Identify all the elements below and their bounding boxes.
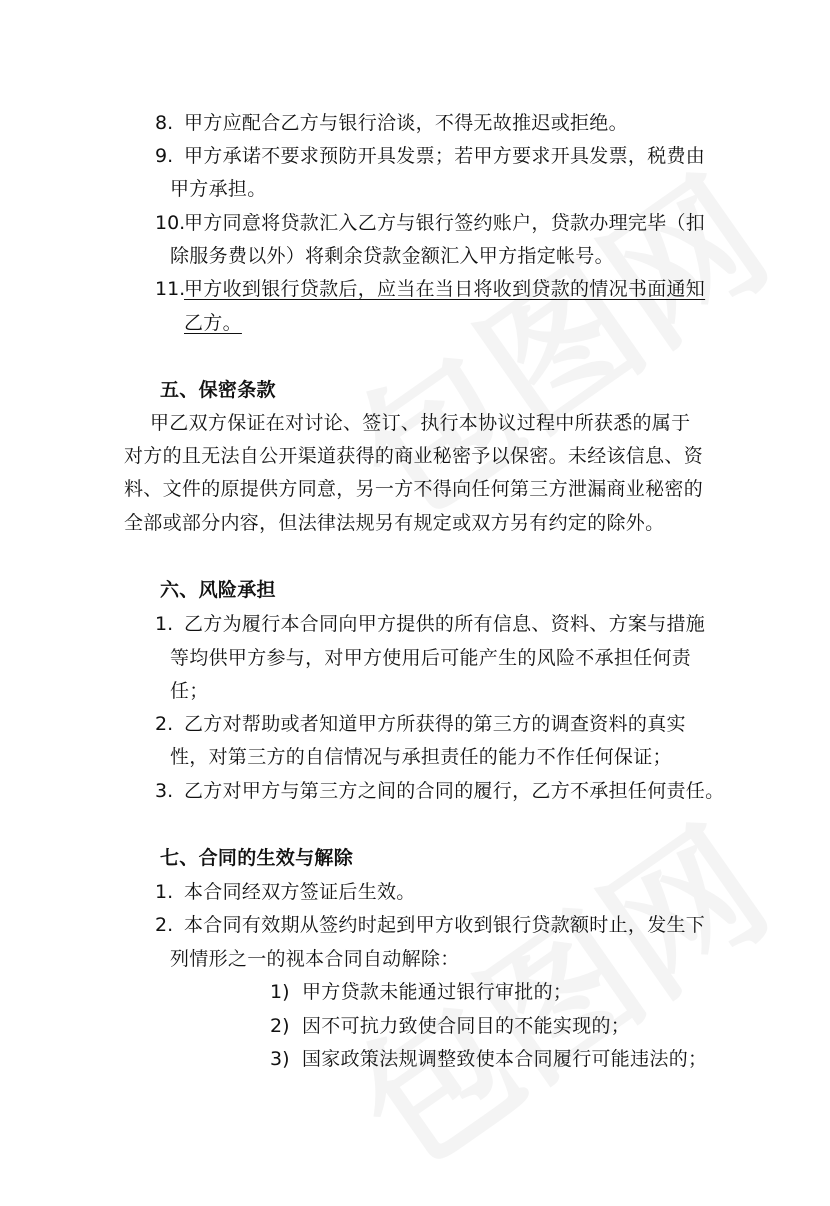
sub-list-item-text: 甲方贷款未能通过银行审批的；	[302, 981, 573, 1003]
list-number: 9.	[155, 145, 174, 167]
list-item-text: 本合同经双方签证后生效。	[184, 881, 416, 903]
section-heading: 七、合同的生效与解除	[160, 847, 354, 869]
list-number: 1.	[155, 881, 174, 903]
list-item-text: 乙方对甲方与第三方之间的合同的履行，乙方不承担任何责任。	[184, 780, 725, 802]
list-item-text: 本合同有效期从签约时起到甲方收到银行贷款额时止，发生下	[184, 914, 706, 936]
list-item-text: 性，对第三方的自信情况与承担责任的能力不作任何保证；	[170, 746, 672, 768]
list-number: 1.	[155, 613, 174, 635]
list-item-text: 甲方承担。	[170, 178, 267, 200]
list-item-text: 甲方应配合乙方与银行洽谈，不得无故推迟或拒绝。	[184, 112, 628, 134]
list-number: 3.	[155, 780, 174, 802]
list-item-text: 等均供甲方参与，对甲方使用后可能产生的风险不承担任何责	[170, 647, 692, 669]
list-item-text: 任；	[170, 680, 209, 702]
sub-list-number: 3)	[270, 1048, 290, 1070]
sub-list-number: 1)	[270, 981, 290, 1003]
list-number: 11.	[155, 278, 186, 300]
sub-list-number: 2)	[270, 1015, 290, 1037]
sub-list-item-text: 因不可抗力致使合同目的不能实现的；	[302, 1015, 631, 1037]
list-number: 2.	[155, 713, 174, 735]
list-item-text: 乙方为履行本合同向甲方提供的所有信息、资料、方案与措施	[184, 613, 706, 635]
list-item-text: 乙方。	[184, 312, 242, 334]
list-item-text: 列情形之一的视本合同自动解除：	[170, 948, 460, 970]
paragraph-line: 甲乙双方保证在对讨论、签订、执行本协议过程中所获悉的属于	[150, 412, 691, 434]
paragraph-line: 全部或部分内容，但法律法规另有规定或双方另有约定的除外。	[124, 512, 665, 534]
list-number: 2.	[155, 914, 174, 936]
paragraph-line: 料、文件的原提供方同意，另一方不得向任何第三方泄漏商业秘密的	[124, 478, 704, 500]
list-item-text: 甲方同意将贷款汇入乙方与银行签约账户，贷款办理完毕（扣	[184, 212, 706, 234]
section-heading: 六、风险承担	[160, 579, 276, 601]
list-item-text: 甲方承诺不要求预防开具发票；若甲方要求开具发票，税费由	[184, 145, 706, 167]
paragraph-line: 对方的且无法自公开渠道获得的商业秘密予以保密。未经该信息、资	[124, 445, 704, 467]
list-item-text: 甲方收到银行贷款后，应当在当日将收到贷款的情况书面通知	[184, 278, 706, 300]
list-number: 10.	[155, 212, 186, 234]
list-number: 8.	[155, 112, 174, 134]
list-item-text: 除服务费以外）将剩余贷款金额汇入甲方指定帐号。	[170, 245, 614, 267]
section-heading: 五、保密条款	[160, 379, 276, 401]
list-item-text: 乙方对帮助或者知道甲方所获得的第三方的调查资料的真实	[184, 713, 686, 735]
sub-list-item-text: 国家政策法规调整致使本合同履行可能违法的；	[302, 1048, 708, 1070]
